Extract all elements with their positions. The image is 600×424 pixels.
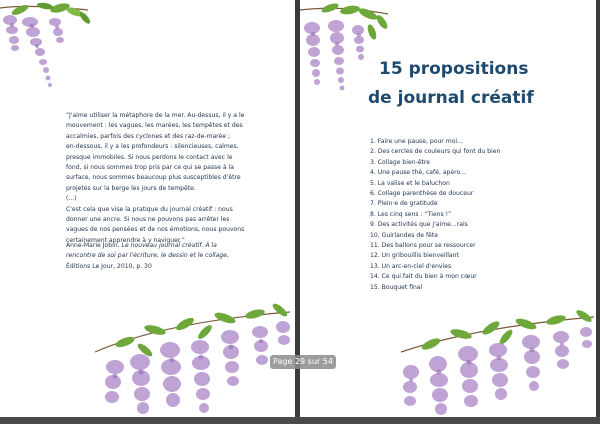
wisteria-top-left-illustration	[0, 0, 95, 95]
quote-line: presque immobiles. Si nous perdons le contact avec le	[66, 153, 233, 161]
quote-line: certainement apprendre à y naviguer.”	[66, 236, 185, 244]
list-item: 14. Ce qui fait du bien à mon cœur	[370, 273, 477, 281]
quote-line: C'est cela que vise la pratique du journal créatif : nous	[66, 205, 233, 213]
viewer-bottom-strip	[0, 417, 600, 424]
wisteria-bottom-right-illustration	[396, 302, 596, 417]
title-line-1: 15 propositions	[379, 59, 529, 79]
list-item: 4. Une pause thé, café, apéro...	[370, 169, 466, 177]
propositions-list	[370, 137, 570, 293]
quote-line: en-dessous, il y a les profondeurs : silencieuses, calmes,	[66, 143, 239, 151]
quote-line: surface, nous sommes beaucoup plus susceptibles d'être	[66, 174, 241, 182]
quote-line: fond, si nous sommes trop pris par ce qui se passe à la	[66, 164, 234, 172]
citation-publisher: Éditions Le Jour, 2010, p. 30	[66, 262, 152, 270]
title-line-2: de journal créatif	[368, 88, 534, 108]
list-item: 15. Bouquet final	[370, 283, 423, 291]
quote-line: donner une ancre. Si nous ne pouvons pas arrêter les	[66, 216, 230, 224]
page-number-indicator: Page 29 sur 54	[270, 355, 336, 369]
quote-line: projetés sur la berge les jours de tempête.	[66, 184, 196, 192]
citation-punctuation: ,	[226, 252, 229, 260]
list-item: 3. Collage bien-être	[370, 158, 431, 166]
list-item: 6. Collage parenthèse de douceur	[370, 190, 474, 198]
quote-line: (...)	[66, 195, 77, 203]
quote-line: mouvement : les vagues, les marées, les tempêtes et des	[66, 122, 243, 130]
quote-citation	[66, 241, 271, 272]
citation-book-title: Le nouveau journal créatif. À la	[121, 242, 217, 249]
list-item: 5. La valise et le baluchon	[370, 179, 450, 187]
list-item: 8. Les cinq sens : “Tiens !”	[370, 210, 452, 218]
wisteria-bottom-left-illustration	[85, 292, 295, 417]
list-item: 12. Un gribouillis bienveillant	[370, 252, 459, 260]
quote-line: “J'aime utiliser la métaphore de la mer. Au-dessus, il y a le	[66, 112, 245, 119]
page-title	[368, 55, 578, 113]
list-item: 10. Guirlandes de fête	[370, 231, 439, 239]
citation-author: Anne-Marie Jobin,	[66, 242, 122, 249]
list-item: 1. Faire une pause, pour moi...	[370, 138, 463, 145]
list-item: 9. Des activités que j'aime...rais	[370, 221, 468, 229]
list-item: 11. Des ballons pour se ressourcer	[370, 242, 476, 250]
left-page	[0, 0, 295, 417]
quote-line: vagues de nos pensées et de nos émotions, nous pouvons	[66, 226, 245, 234]
list-item: 2. Des cercles de couleurs qui font du bien	[370, 148, 501, 156]
list-item: 13. Un arc-en-ciel d'envies	[370, 262, 452, 270]
citation-book-subtitle: rencontre de soi par l'écriture, le dessin et le collage	[66, 252, 227, 260]
quote-text	[66, 111, 271, 246]
right-page	[300, 0, 596, 417]
list-item: 7. Plein·e de gratitude	[370, 200, 438, 208]
quote-line: accalmies, parfois des cyclones et des raz-de-marée ;	[66, 132, 231, 140]
